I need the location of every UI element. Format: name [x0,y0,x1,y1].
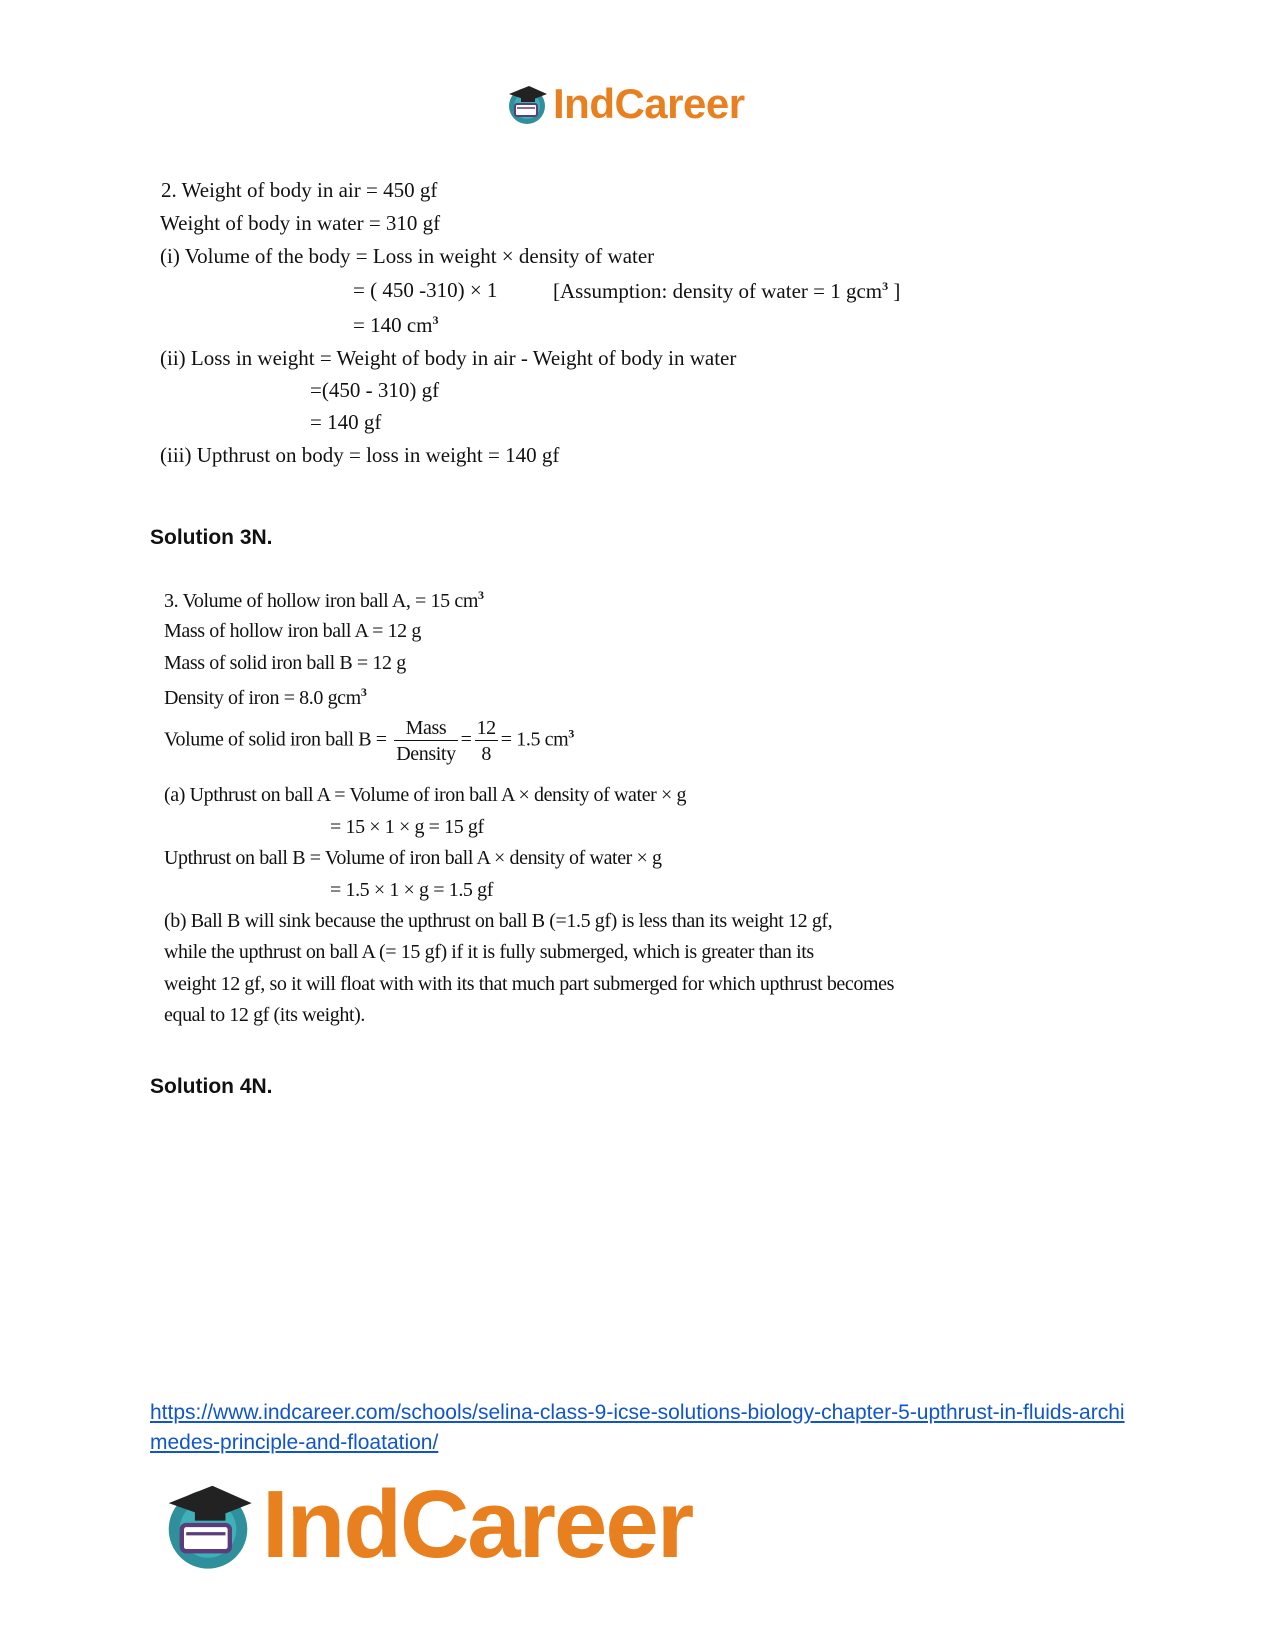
s3-line-10: (b) Ball B will sink because the upthrust on ball B (=1.5 gf) is less than its weight 12 gf, [164,910,833,932]
s2-assumption-close: ] [888,279,901,303]
fraction-numerator: 12 [476,717,496,739]
s3-line-9: = 1.5 × 1 × g = 1.5 gf [330,879,493,901]
s2-line-2: Weight of body in water = 310 gf [160,211,441,235]
brand-name: IndCareer [262,1471,693,1578]
s3-line-8: Upthrust on ball B = Volume of iron ball A × density of water × g [164,847,662,869]
mass-over-density-fraction [394,718,457,764]
s3-line-3: Mass of solid iron ball B = 12 g [164,652,406,674]
exponent: 3 [432,313,439,327]
s3-line-5-result: = 1.5 cm [500,728,569,751]
s2-line-8: = 140 gf [310,410,382,434]
solution-4n-heading: Solution 4N. [150,1075,273,1098]
s3-line-4-text: Density of iron = 8.0 gcm [164,687,361,709]
exponent: 3 [477,588,484,602]
s2-line-4: = ( 450 -310) × 1 [353,278,498,302]
s3-line-1-text: 3. Volume of hollow iron ball A, = 15 cm [164,590,478,612]
s2-line-1: 2. Weight of body in air = 450 gf [161,178,438,202]
exponent: 3 [882,279,889,293]
twelve-over-eight-fraction [475,718,498,764]
exponent: 3 [568,726,574,741]
s3-line-2: Mass of hollow iron ball A = 12 g [164,620,421,642]
brand-name: IndCareer [553,80,745,127]
source-url-link[interactable]: https://www.indcareer.com/schools/selina-class-9-icse-solutions-biology-chapter-5-upthrust-in-fluids-archimedes-principle-and-floatation/ [150,1401,1125,1454]
s2-assumption-text: [Assumption: density of water = 1 gcm [553,279,883,303]
s3-line-5 [164,718,574,764]
s2-line-3: (i) Volume of the body = Loss in weight × density of water [160,244,655,268]
graduation-cap-globe-book-icon [160,1477,256,1573]
s3-line-6: (a) Upthrust on ball A = Volume of iron ball A × density of water × g [164,784,687,806]
exponent: 3 [360,685,367,699]
s2-line-6: (ii) Loss in weight = Weight of body in air - Weight of body in water [160,346,737,370]
fraction-numerator: Mass [394,718,457,741]
s3-line-1 [164,589,484,611]
s2-line-5-text: = 140 cm [353,313,433,337]
s2-line-5 [353,314,439,336]
equals-sign: = [460,728,472,751]
s3-line-11: while the upthrust on ball A (= 15 gf) if it is fully submerged, which is greater than its [164,941,814,963]
fraction-denominator: Density [396,743,456,765]
fraction-denominator: 8 [481,743,491,765]
s2-line-9: (iii) Upthrust on body = loss in weight = 140 gf [160,443,560,467]
s3-line-7: = 15 × 1 × g = 15 gf [330,816,484,838]
footer-logo [160,1470,692,1580]
s3-line-5-text: Volume of solid iron ball B = [164,728,387,751]
s3-line-12: weight 12 gf, so it will float with with its that much part submerged for which upthrust becomes [164,973,894,995]
graduation-cap-globe-book-icon [505,82,549,126]
s3-line-13: equal to 12 gf (its weight). [164,1004,365,1026]
s2-assumption-note [553,280,900,302]
header-logo [505,80,745,128]
s3-line-4 [164,686,366,708]
s2-line-7: =(450 - 310) gf [310,378,440,402]
solution-3n-heading: Solution 3N. [150,526,273,549]
